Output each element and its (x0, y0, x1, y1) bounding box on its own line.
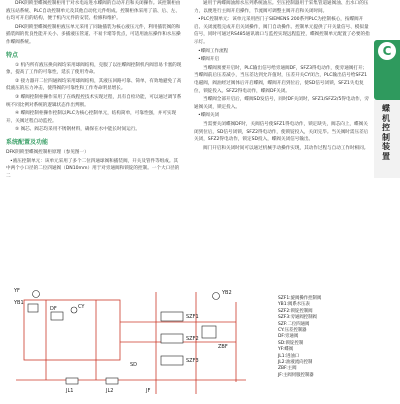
legend-item: SZF1:旋阀操作控制阀 (278, 296, 322, 301)
system-text-1: •液压控制单元：该单元采用了多个二位四通球阀和插装阀，开关及管件等组成。其中两个小口径的二位四通阀（DN10mm）用于对旁通阀和锁锭的控制。一个大口径的二 (6, 158, 180, 179)
legend-item: SZF:二位四通阀 (278, 321, 310, 327)
legend-item: SZF3:旁通阀控制阀 (278, 315, 317, 321)
feature-item-2: ② 接力器开二位四通阀均采用球阀结构，其液压回路可靠、简单，有效地避免了高低液压的压力冲击，使得阀的可靠性和工作寿命明显增长。 (6, 78, 182, 92)
flow-heading: •蝶阀工作流程 (198, 48, 229, 54)
label-szf2: SZF2 (186, 336, 199, 342)
zbf-valve (202, 326, 216, 338)
schematic-legend (278, 296, 348, 379)
feature-item-5: ⑤ 阀芯、阀芯均采用不锈钢材料，确保在水中能长时间运行。 (15, 127, 141, 133)
szf3-valve (161, 356, 183, 365)
label-yf: YF (14, 288, 20, 294)
yf-valve (28, 304, 38, 312)
system-subheading: DFK阴锁型蝶阀控制柜原理（参见图一） (6, 149, 89, 155)
yb2-gauge (213, 293, 220, 300)
feature-item-3: ③ 蝶阀控制柜操作采用了在线程控技术实现过程，具有自检功能，可以通过调节系统不同比例对系统的逻辑状态作出判断。 (6, 94, 182, 108)
close-text-1: 当需要关闭蝶阀DF时，关阀信号使SFZ1得电动作，锁定缺失，阀芯向上，蝶阀关闭到位后，SD信号闭锁，SFZ2得电动作，使锁锭投入，关闭完毕。当关阀时需压差后关闭，SFZ2得电动作，锁定SD投入，蝶阀关闭信号输出。 (194, 121, 369, 143)
right-paragraph-2: •PLC控制单元：该单元采用西门子SIEMENS 200系列PLC为控制核心，按蝶阀开启、关闭流程完成开启关闭操作，阀门自动操作。控制单元提供了开关量信号、模拟量信号，同时可通过RS485通讯端口与监控实现远程监控，蝶阀控制单元配置了必要的指示灯。 (194, 17, 370, 45)
feature-item-1: ① 机内所有液压换向阀均采用球阀结构，克服了以往蝶阀控制机内阀容易卡塞的现象，提高了工作的可靠性，延长了使用寿命。 (6, 62, 182, 76)
jl1-filter (66, 378, 78, 384)
right-column (194, 0, 370, 153)
label-yb2: YB2 (222, 290, 232, 296)
feature-item-4: ④ 蝶阀控制柜操作控制以PLC为核心控制单元，结构简单，可靠性强，并可实现开、关阀过程自动监控。 (6, 111, 177, 124)
legend-item: YB1:阀系水压表 (278, 302, 310, 308)
intro-paragraph-2: DFK阴锁型蝶阀控制柜液压单元采用了同轴插装为核心液压元件，利用插装阀的和插装阀的优良性能开关小、多插液压管道、不易卡堵等优点，可适用油压操作和水压操作蝶阀系统。 (6, 24, 181, 45)
open-text-1: 当蝶阀须要开启时，PLC输出信号给旁通阀DF，SFZ3得电动作，使旁通阀打开；当蝶阀前后压差减小，当压差达到允许值时，压差开关CY闭合，PLC输出信号给SFZ1电磁阀，阀油经过阀体后开启蝶阀，蝶阀开启到位后，使SD信号闭锁，SFZ1失电复位，锁锭投入。SFZ2得电动作，蝶阀DF关闭。 (194, 65, 368, 94)
cy-sensor (71, 307, 77, 313)
open-heading: •蝶阀开启 (198, 57, 220, 63)
label-jl1: JL1 (66, 388, 74, 394)
szf1-valve (161, 312, 183, 321)
features-heading: 特点 (6, 51, 19, 59)
label-sd: SD (130, 362, 138, 368)
szf2-valve (161, 334, 183, 343)
label-szf3: SZF3 (186, 358, 199, 364)
system-heading: 系统配置及功能 (6, 138, 49, 146)
label-yb1: YB1 (14, 300, 24, 306)
legend-item: CY:压差控制器 (278, 328, 307, 334)
chapter-label: 蝶机控制装置 (382, 104, 390, 161)
legend-item: JL1:进油口 (278, 353, 300, 359)
open-text-2: 当蝶阀全部开启后，蝶阀SD发信号，同时DF关闭时，SFZ1/SFZ2/5得电动作，旁通阀关闭，锁定投入。 (194, 97, 369, 110)
legend-item: JF:主阀伺服控制器 (278, 372, 314, 378)
legend-item: JL2:油液流向控制 (278, 360, 313, 366)
legend-item: DF:旁通阀 (278, 334, 299, 340)
intro-paragraph-1: DFK阴锁型蝶阀控制柜用于对水电站进水蝶阀的自动开启和关闭操作。该控制柜由液压站系统、PLC自动控制单元及其他自动化元件组成。控制柜体采用了前、后、左、右均可开启的结构，便于机内元件的安装、检修和维护。 (6, 1, 181, 22)
legend-item: YF:蝶阀 (278, 347, 294, 353)
chapter-letter-badge: C (378, 42, 396, 60)
df-valve (51, 312, 63, 320)
legend-item: SZF2:锁锭控制阀 (278, 308, 313, 314)
yb1-gauge (33, 291, 40, 298)
close-text-2: 阀门开启和关闭时间可以通过机械手动操作实现，其动作过程与自动工作时相同。 (203, 145, 369, 151)
label-cy: CY (78, 304, 85, 310)
legend-item: ZBF:主阀 (278, 366, 297, 372)
left-column (6, 0, 182, 181)
label-zbf: ZBF (218, 344, 228, 350)
jl2-filter (106, 378, 118, 384)
label-jl2: JL2 (106, 388, 114, 394)
close-heading: •蝶阀关闭 (198, 113, 220, 119)
label-df: DF (50, 306, 57, 312)
label-jf: JF (146, 388, 151, 394)
right-paragraph-1: 通用于两蝶阀油源水压列系统油压。至压控制器用于采集管道通阀油、出水口的压力，以便进行主阀开启操作，节流阀可调整主阀开启和关闭时间。 (194, 1, 369, 14)
legend-item: SD:锁锭控制 (278, 340, 304, 346)
label-szf1: SZF1 (186, 314, 199, 320)
